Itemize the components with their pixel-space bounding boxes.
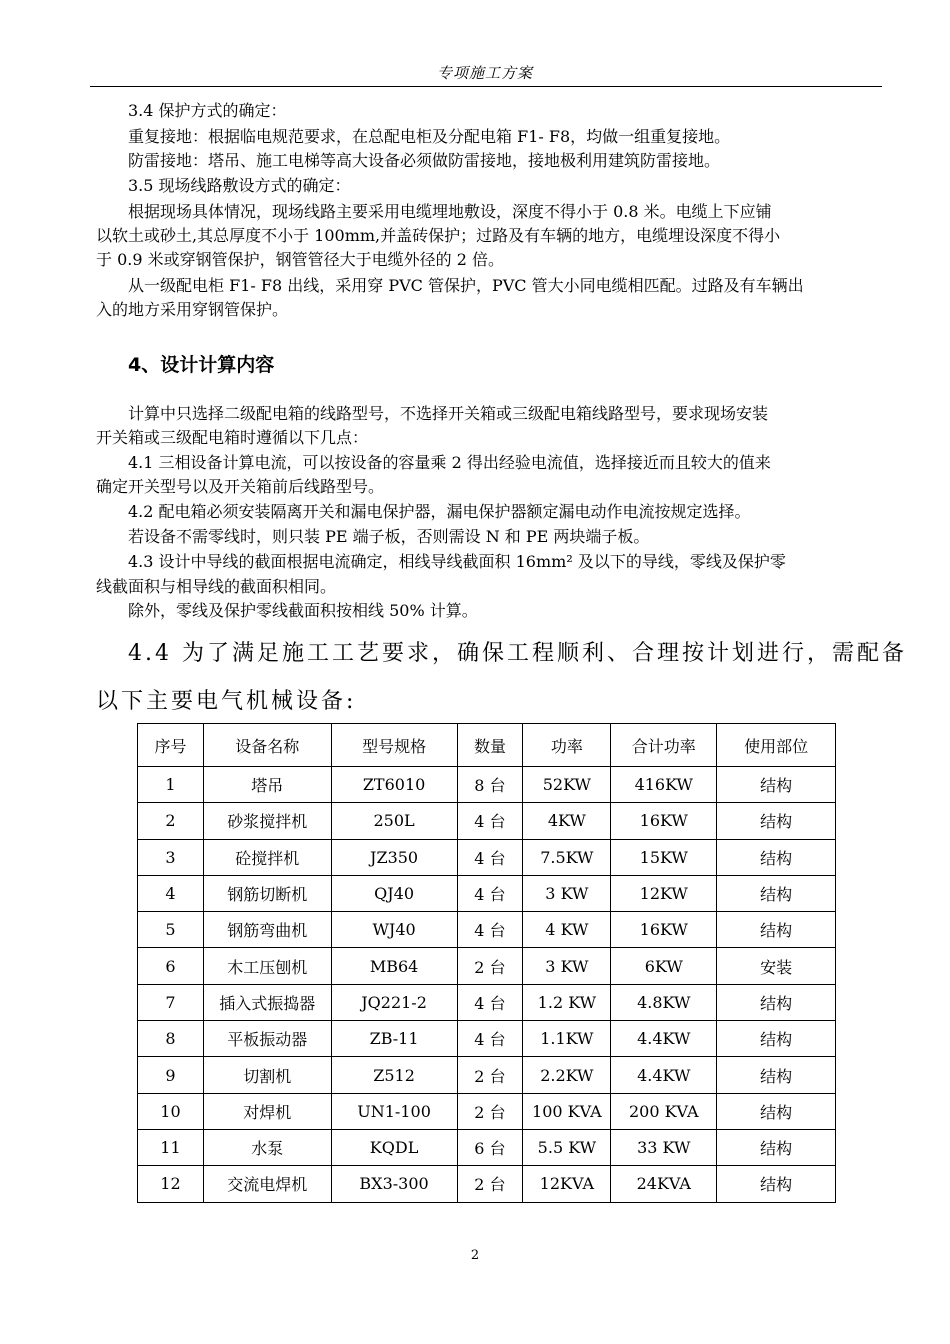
table-cell: 2.2KW: [523, 1057, 611, 1093]
table-cell: ZT6010: [331, 767, 457, 803]
table-row: [138, 1021, 836, 1057]
table-cell: 安装: [717, 948, 836, 984]
table-cell: 12: [138, 1166, 204, 1202]
paragraph-line: 重复接地：根据临电规范要求，在总配电柜及分配电箱 F1- F8，均做一组重复接地。: [128, 127, 731, 146]
table-cell: 结构: [717, 803, 836, 839]
table-row: [138, 1057, 836, 1093]
table-cell: 4 台: [457, 875, 523, 911]
table-cell: 4 台: [457, 912, 523, 948]
table-row: [138, 912, 836, 948]
table-cell: 12KVA: [523, 1166, 611, 1202]
column-header: 功率: [523, 724, 611, 767]
table-cell: 4.4KW: [611, 1057, 717, 1093]
table-cell: 16KW: [611, 803, 717, 839]
table-row: [138, 803, 836, 839]
table-cell: 水泵: [203, 1129, 331, 1165]
table-cell: 砼搅拌机: [203, 839, 331, 875]
table-row: [138, 839, 836, 875]
table-cell: 3 KW: [523, 948, 611, 984]
table-cell: 16KW: [611, 912, 717, 948]
table-cell: 4KW: [523, 803, 611, 839]
table-cell: 1.2 KW: [523, 984, 611, 1020]
table-cell: 插入式振捣器: [203, 984, 331, 1020]
table-cell: 4: [138, 875, 204, 911]
table-cell: 2 台: [457, 1057, 523, 1093]
table-cell: 结构: [717, 875, 836, 911]
table-cell: 416KW: [611, 767, 717, 803]
table-cell: 4 台: [457, 984, 523, 1020]
paragraph-line: 开关箱或三级配电箱时遵循以下几点：: [96, 428, 369, 447]
subheading-3-4: 3.4 保护方式的确定：: [128, 101, 287, 120]
table-row: [138, 1166, 836, 1202]
table-cell: 6: [138, 948, 204, 984]
table-cell: 12KW: [611, 875, 717, 911]
table-cell: BX3-300: [331, 1166, 457, 1202]
table-cell: 结构: [717, 1129, 836, 1165]
table-cell: WJ40: [331, 912, 457, 948]
table-cell: 钢筋弯曲机: [203, 912, 331, 948]
paragraph-line: 计算中只选择二级配电箱的线路型号，不选择开关箱或三级配电箱线路型号，要求现场安装: [128, 404, 769, 423]
table-cell: 8: [138, 1021, 204, 1057]
column-header: 设备名称: [203, 724, 331, 767]
table-row: [138, 1129, 836, 1165]
table-cell: 4 台: [457, 1021, 523, 1057]
paragraph-line: 4.1 三相设备计算电流，可以按设备的容量乘 2 得出经验电流值，选择接近而且较大的值来: [128, 453, 771, 472]
table-cell: Z512: [331, 1057, 457, 1093]
column-header: 合计功率: [611, 724, 717, 767]
table-cell: 250L: [331, 803, 457, 839]
table-cell: 33 KW: [611, 1129, 717, 1165]
table-cell: 砂浆搅拌机: [203, 803, 331, 839]
table-row: [138, 1093, 836, 1129]
table-cell: 8 台: [457, 767, 523, 803]
paragraph-line: 确定开关型号以及开关箱前后线路型号。: [96, 477, 385, 496]
table-cell: 结构: [717, 984, 836, 1020]
table-cell: 6 台: [457, 1129, 523, 1165]
table-row: [138, 948, 836, 984]
section-4-heading: 4、设计计算内容: [128, 354, 275, 376]
table-cell: 平板振动器: [203, 1021, 331, 1057]
table-cell: 结构: [717, 912, 836, 948]
table-cell: UN1-100: [331, 1093, 457, 1129]
table-cell: 2: [138, 803, 204, 839]
table-cell: 1: [138, 767, 204, 803]
table-cell: 11: [138, 1129, 204, 1165]
table-cell: 塔吊: [203, 767, 331, 803]
paragraph-line: 4.2 配电箱必须安装隔离开关和漏电保护器，漏电保护器额定漏电动作电流按规定选择。: [128, 502, 751, 521]
table-cell: ZB-11: [331, 1021, 457, 1057]
table-cell: 100 KVA: [523, 1093, 611, 1129]
big-paragraph-line: 4.4 为了满足施工工艺要求，确保工程顺利、合理按计划进行，需配备: [128, 641, 907, 666]
table-cell: 钢筋切断机: [203, 875, 331, 911]
table-cell: 结构: [717, 839, 836, 875]
table-cell: 1.1KW: [523, 1021, 611, 1057]
paragraph-line: 若设备不需零线时，则只装 PE 端子板，否则需设 N 和 PE 两块端子板。: [128, 527, 650, 546]
table-cell: JQ221-2: [331, 984, 457, 1020]
paragraph-line: 除外，零线及保护零线截面积按相线 50% 计算。: [128, 601, 478, 620]
table-cell: 7.5KW: [523, 839, 611, 875]
table-cell: 2 台: [457, 948, 523, 984]
table-cell: 4 台: [457, 803, 523, 839]
table-cell: 2 台: [457, 1166, 523, 1202]
table-cell: 6KW: [611, 948, 717, 984]
table-cell: QJ40: [331, 875, 457, 911]
paragraph-line: 入的地方采用穿钢管保护。: [96, 300, 289, 319]
table-cell: 对焊机: [203, 1093, 331, 1129]
column-header: 使用部位: [717, 724, 836, 767]
table-cell: 结构: [717, 1057, 836, 1093]
page-header-title: 专项施工方案: [436, 64, 533, 82]
table-cell: 切割机: [203, 1057, 331, 1093]
table-header-row: [138, 724, 836, 767]
table-cell: 10: [138, 1093, 204, 1129]
table-cell: 交流电焊机: [203, 1166, 331, 1202]
table-cell: 5: [138, 912, 204, 948]
table-cell: 24KVA: [611, 1166, 717, 1202]
table-row: [138, 984, 836, 1020]
table-cell: KQDL: [331, 1129, 457, 1165]
paragraph-line: 线截面积与相导线的截面积相同。: [96, 577, 337, 596]
table-cell: JZ350: [331, 839, 457, 875]
paragraph-line: 于 0.9 米或穿钢管保护，钢管管径大于电缆外径的 2 倍。: [96, 250, 504, 269]
table-cell: 结构: [717, 1021, 836, 1057]
column-header: 数量: [457, 724, 523, 767]
header-rule: [90, 86, 882, 87]
table-row: [138, 767, 836, 803]
paragraph-line: 以软土或砂土,其总厚度不小于 100mm,并盖砖保护；过路及有车辆的地方，电缆埋设深度不得小: [96, 226, 781, 245]
table-cell: 木工压刨机: [203, 948, 331, 984]
subheading-3-5: 3.5 现场线路敷设方式的确定：: [128, 176, 351, 195]
paragraph-line: 根据现场具体情况，现场线路主要采用电缆埋地敷设，深度不得小于 0.8 米。电缆上下应铺: [128, 202, 772, 221]
column-header: 型号规格: [331, 724, 457, 767]
table-cell: 4.4KW: [611, 1021, 717, 1057]
table-cell: 7: [138, 984, 204, 1020]
table-cell: 结构: [717, 767, 836, 803]
table-cell: 5.5 KW: [523, 1129, 611, 1165]
equipment-table: [137, 723, 836, 1203]
table-cell: 15KW: [611, 839, 717, 875]
column-header: 序号: [138, 724, 204, 767]
table-cell: 3 KW: [523, 875, 611, 911]
table-cell: 9: [138, 1057, 204, 1093]
paragraph-line: 从一级配电柜 F1- F8 出线，采用穿 PVC 管保护，PVC 管大小同电缆相匹配。过路及有车辆出: [128, 276, 804, 295]
big-paragraph-line: 以下主要电气机械设备:: [96, 689, 357, 714]
table-cell: 4 台: [457, 839, 523, 875]
table-cell: 4.8KW: [611, 984, 717, 1020]
page-number: 2: [470, 1248, 480, 1263]
table-cell: 52KW: [523, 767, 611, 803]
table-cell: 4 KW: [523, 912, 611, 948]
table-row: [138, 875, 836, 911]
paragraph-line: 4.3 设计中导线的截面根据电流确定，相线导线截面积 16mm² 及以下的导线，零线及保护零: [128, 552, 786, 571]
table-cell: MB64: [331, 948, 457, 984]
table-cell: 2 台: [457, 1093, 523, 1129]
table-cell: 200 KVA: [611, 1093, 717, 1129]
table-cell: 3: [138, 839, 204, 875]
table-cell: 结构: [717, 1166, 836, 1202]
paragraph-line: 防雷接地：塔吊、施工电梯等高大设备必须做防雷接地，接地极利用建筑防雷接地。: [128, 151, 721, 170]
table-cell: 结构: [717, 1093, 836, 1129]
